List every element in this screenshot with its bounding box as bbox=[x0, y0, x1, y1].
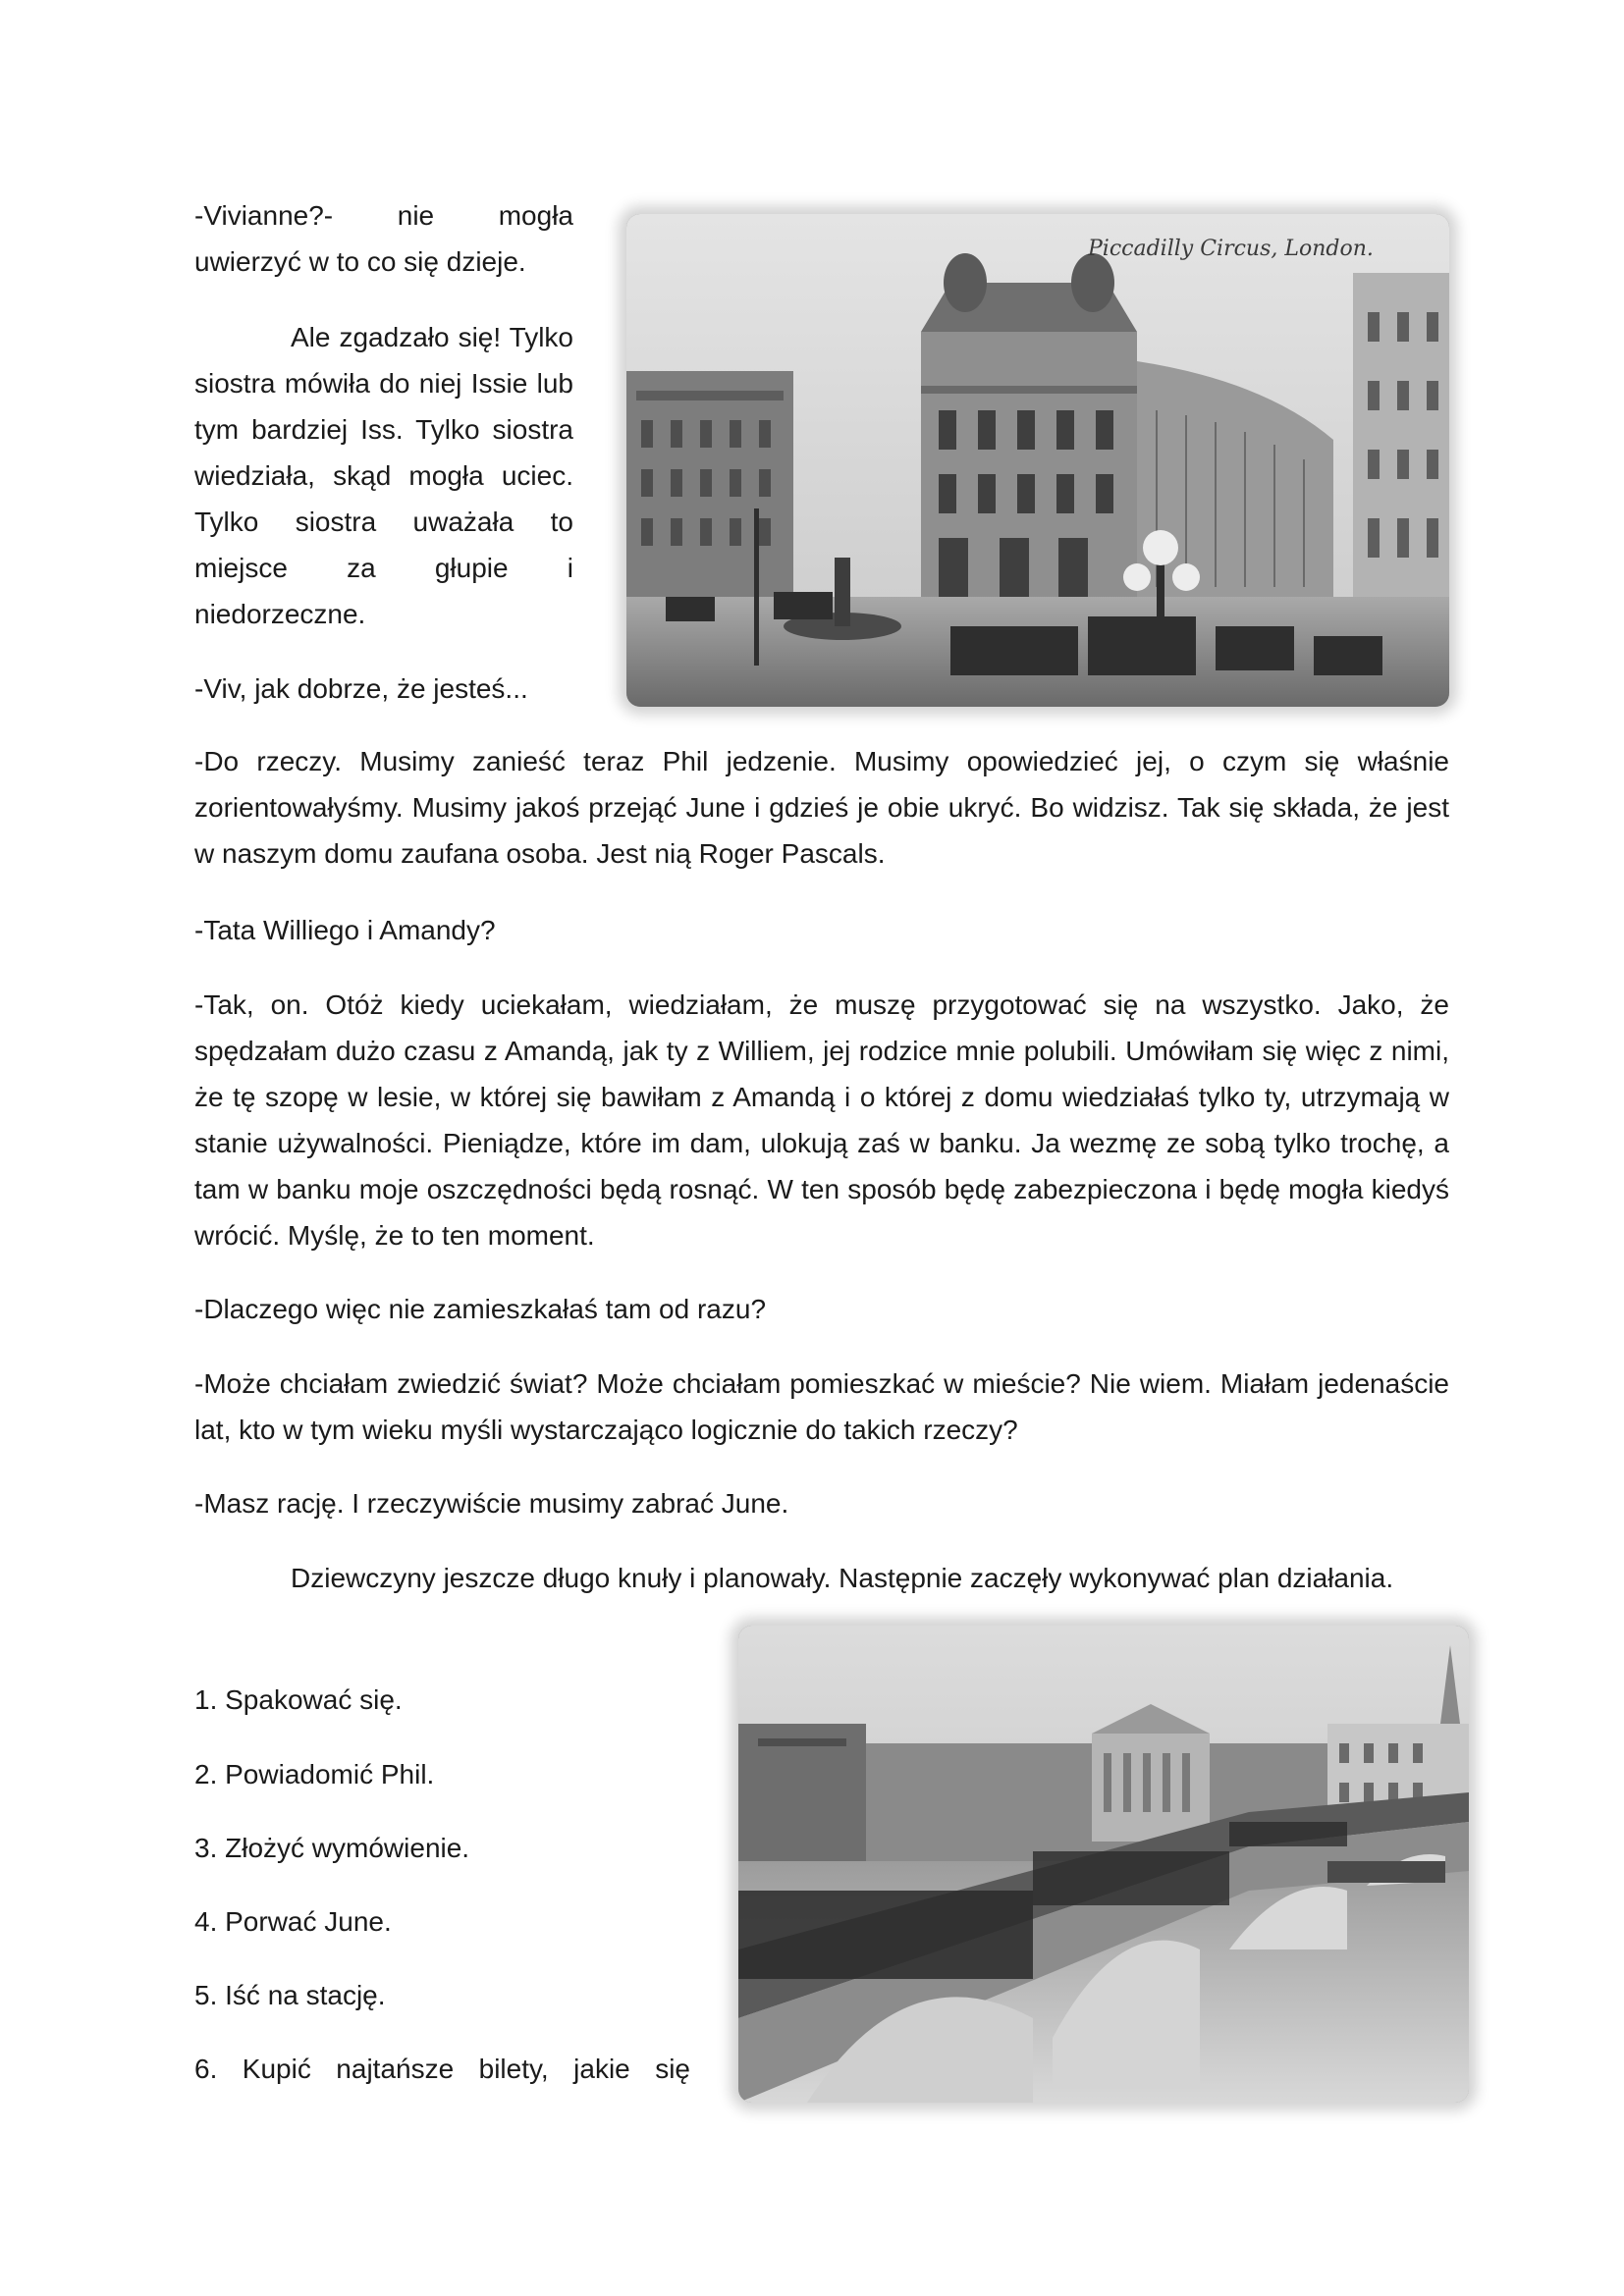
paragraph-masz-racje: -Masz rację. I rzeczywiście musimy zabrać June. bbox=[194, 1488, 789, 1519]
paragraph-do-rzeczy: -Do rzeczy. Musimy zanieść teraz Phil jedzenie. Musimy opowiedzieć jej, o czym się właśnie zorientowałyśmy. Musimy jakoś przejąć June i gdzieś je obie ukryć. Bo widzisz. Tak się składa, że jest w naszym domu zaufana osoba. Jest nią Roger Pascals. bbox=[194, 746, 1449, 869]
list-item: 3. Złożyć wymówienie. bbox=[194, 1833, 470, 1863]
paragraph-ale-zgadzalo: Ale zgadzało się! Tylko siostra mówiła do niej Issie lub tym bardziej Iss. Tylko siostra wiedziała, skąd mogła uciec. Tylko siostra uważała to miejsce za głupie i niedorzeczne. bbox=[194, 322, 573, 629]
paragraph-dziewczyny: Dziewczyny jeszcze długo knuły i planowały. Następnie zaczęły wykonywać plan działania. bbox=[291, 1563, 1394, 1593]
piccadilly-circus-photo bbox=[626, 214, 1449, 707]
paragraph-moze-chcialam: -Może chciałam zwiedzić świat? Może chciałam pomieszkać w mieście? Nie wiem. Miałam jedenaście lat, kto w tym wieku myśli wystarczająco logicznie do takich rzeczy? bbox=[194, 1368, 1449, 1445]
paragraph-tata-williego: -Tata Williego i Amandy? bbox=[194, 915, 496, 945]
list-item: 2. Powiadomić Phil. bbox=[194, 1759, 435, 1789]
list-item: 5. Iść na stację. bbox=[194, 1980, 386, 2010]
list-item: 6. Kupić najtańsze bilety, jakie się bbox=[194, 2054, 690, 2084]
london-bridge-image bbox=[738, 1626, 1469, 2103]
london-bridge-photo bbox=[738, 1626, 1469, 2103]
piccadilly-caption: Piccadilly Circus, London. bbox=[1088, 237, 1374, 261]
paragraph-dlaczego: -Dlaczego więc nie zamieszkałaś tam od razu? bbox=[194, 1294, 767, 1324]
paragraph-vivianne: -Vivianne?- nie mogła uwierzyć w to co się dzieje. bbox=[194, 200, 573, 277]
list-item: 4. Porwać June. bbox=[194, 1906, 392, 1937]
piccadilly-circus-image bbox=[626, 214, 1449, 707]
paragraph-viv: -Viv, jak dobrze, że jesteś... bbox=[194, 673, 528, 704]
paragraph-tak-on: -Tak, on. Otóż kiedy uciekałam, wiedziałam, że muszę przygotować się na wszystko. Jako, że spędzałam dużo czasu z Amandą, jak ty z Williem, jej rodzice mnie polubili. Umówiłam się więc z nimi, że tę szopę w lesie, w której się bawiłam z Amandą i o której z domu wiedziałaś tylko ty, utrzymają w stanie używalności. Pieniądze, które im dam, ulokują zaś w banku. Ja wezmę ze sobą tylko trochę, a tam w banku moje oszczędności będą rosnąć. W ten sposób będę zabezpieczona i będę mogła kiedyś wrócić. Myślę, że to ten moment. bbox=[194, 989, 1449, 1251]
list-item: 1. Spakować się. bbox=[194, 1684, 403, 1715]
